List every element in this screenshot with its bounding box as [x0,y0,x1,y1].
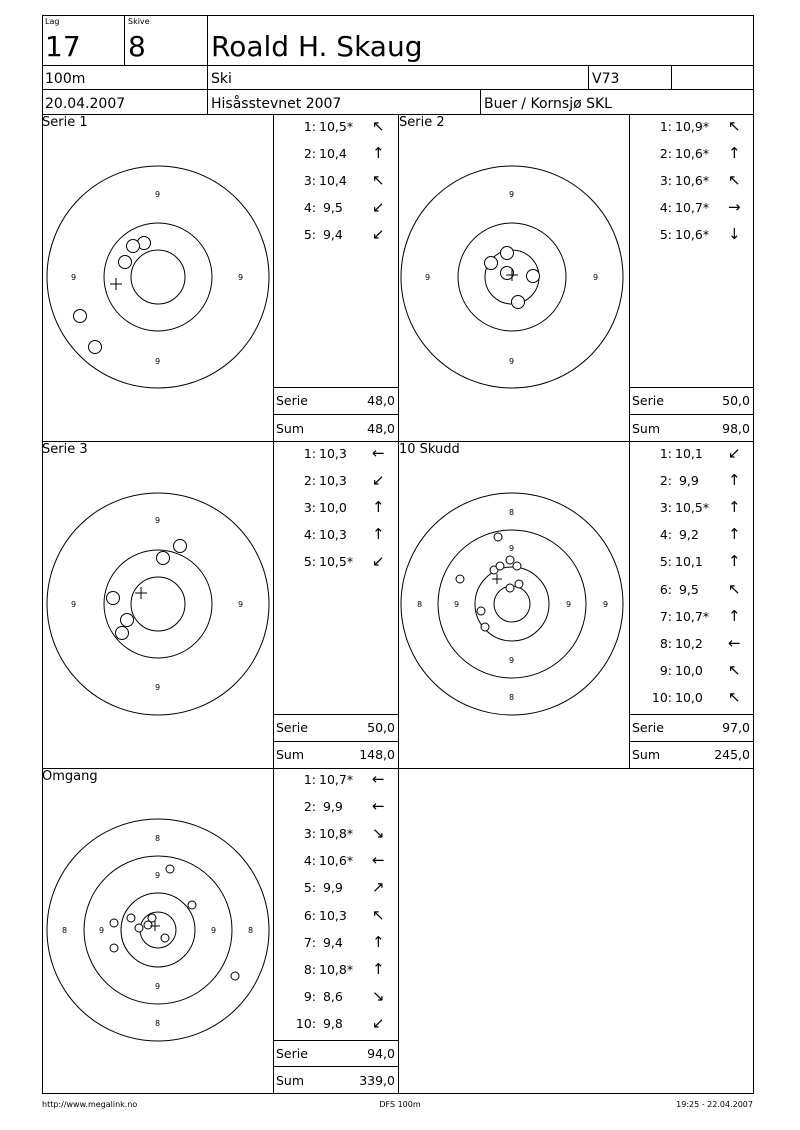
serie-label: Serie [632,393,664,408]
shot-row [274,797,398,816]
shot-direction-icon: → [728,198,741,217]
shot-row [274,905,398,925]
shot-number: 3: [303,173,316,189]
shot-score: 9,9 [319,799,343,815]
shot-direction-icon: ↖ [728,660,741,679]
shot-score: 9,8 [319,1015,343,1031]
shot-row [274,878,398,897]
shot-number: 4: [303,200,316,216]
shot-score: 10,6* [675,227,710,243]
shot-number: 7: [303,934,316,950]
shot-score: 10,4 [319,146,347,162]
lag-label: Lag [45,17,60,26]
skive-label: Skive [128,17,150,26]
shot-direction-icon: ↖ [372,117,385,135]
shot-number: 6: [303,907,316,923]
shot-direction-icon: ↑ [728,525,741,544]
shot-score: 9,9 [675,473,699,489]
shot-number: 1: [659,446,672,461]
ring-label: 9 [155,357,161,366]
panel-title: Serie 3 [42,442,88,457]
serie-total: 50,0 [722,393,750,408]
shot-score: 10,6* [319,853,354,869]
shot-number: 2: [303,799,316,815]
shot-number: 4: [659,527,672,543]
shot-number: 1: [303,772,316,787]
sum-total: 245,0 [714,747,750,762]
shot-number: 4: [659,200,672,216]
shot-row [274,851,398,870]
shot-score: 9,2 [675,527,699,543]
shot-row [274,770,398,789]
shot-direction-icon: ↑ [372,144,385,163]
footer-url[interactable]: http://www.megalink.no [42,1100,138,1109]
shot-score: 10,5* [675,500,710,516]
footer-timestamp: 19:25 - 22.04.2007 [676,1100,753,1109]
sum-total: 148,0 [359,747,395,762]
shot-score: 10,3 [319,473,347,489]
ring-label: 9 [238,600,244,609]
class: Ski [211,71,232,87]
shot-direction-icon: ↙ [372,225,385,244]
target-ring [121,893,195,967]
shot-score: 10,1 [675,446,703,461]
shot-direction-icon: ← [728,633,741,652]
shot-direction-icon: ↙ [372,1013,385,1032]
shot-score: 10,8* [319,826,354,842]
ring-label: 9 [566,600,572,609]
shot-direction-icon: ↗ [372,878,385,897]
shot-score: 10,7* [675,608,710,624]
ring-label: 8 [417,600,423,609]
shot-direction-icon: ↑ [728,471,741,490]
serie-label: Serie [276,1046,308,1061]
ring-label: 8 [248,926,254,935]
sum-label: Sum [276,421,305,436]
shot-score: 10,6* [675,146,710,162]
ring-label: 8 [62,926,68,935]
shot-number: 1: [303,446,316,461]
shot-number: 1: [659,119,672,134]
panel-title: Omgang [42,769,98,784]
shot-direction-icon: ← [372,797,385,816]
shot-direction-icon: ↑ [728,552,741,571]
shot-direction-icon: ↖ [728,117,741,135]
shot-number: 5: [303,227,316,243]
serie-total: 50,0 [367,720,395,735]
sum-label: Sum [276,747,305,762]
ring-label: 9 [71,600,77,609]
shot-direction-icon: ↑ [728,144,741,163]
shot-direction-icon: ↑ [372,525,385,544]
shot-number: 10: [651,689,672,705]
ring-label: 9 [454,600,460,609]
shot-hole [166,865,174,873]
shot-score: 10,6* [675,173,710,189]
shot-number: 3: [659,173,672,189]
shot-number: 5: [303,554,316,570]
shot-score: 10,8* [319,961,354,977]
ring-label: 8 [155,834,161,843]
shot-row [274,959,398,979]
shot-direction-icon: ↑ [372,498,385,517]
ring-label: 9 [509,656,515,665]
shot-number: 9: [303,988,316,1004]
ring-label: 9 [155,982,161,991]
shot-score: 10,5* [319,119,354,134]
shooter-name: Roald H. Skaug [211,30,423,63]
shot-hole [144,921,152,929]
shot-direction-icon: ↖ [728,579,741,598]
target-ring [47,819,269,1041]
shot-number: 5: [659,554,672,570]
shot-row [274,1013,398,1033]
shot-number: 8: [659,635,672,651]
shot-direction-icon: ↑ [728,498,741,517]
shot-score: 10,4 [319,173,347,189]
ring-label: 9 [593,273,599,282]
ring-label: 9 [603,600,609,609]
skive-value: 8 [128,30,146,63]
shot-direction-icon: ↘ [372,986,385,1005]
shot-direction-icon: ↑ [728,606,741,625]
sum-label: Sum [632,421,661,436]
shot-number: 5: [303,880,316,896]
sum-total: 98,0 [722,421,750,436]
ring-label: 9 [71,273,77,282]
shot-score: 10,9* [675,119,710,134]
shot-score: 10,7* [675,200,710,216]
shot-direction-icon: ← [372,851,385,870]
shot-number: 2: [659,473,672,489]
shot-direction-icon: ↖ [372,171,385,190]
serie-label: Serie [632,720,664,735]
shot-score: 10,0 [675,662,703,678]
ring-label: 8 [509,693,515,702]
shot-number: 4: [303,853,316,869]
ring-label: 9 [425,273,431,282]
shot-number: 10: [295,1015,316,1031]
shot-hole [135,924,143,932]
shot-number: 1: [303,119,316,134]
shot-score: 10,2 [675,635,703,651]
shot-direction-icon: ↘ [372,824,385,843]
shot-row [274,824,398,843]
panel-title: Serie 1 [42,115,88,130]
shot-direction-icon: ↑ [372,932,385,951]
sum-label: Sum [276,1073,305,1088]
panel-title: 10 Skudd [399,442,460,457]
shot-score: 8,6 [319,988,343,1004]
shot-score: 10,3 [319,446,347,461]
sum-total: 48,0 [367,421,395,436]
serie-total: 48,0 [367,393,395,408]
category: V73 [592,71,620,87]
event-name: Hisåsstevnet 2007 [211,96,342,112]
shot-hole [188,901,196,909]
panel-title: Serie 2 [399,115,445,130]
shot-number: 5: [659,227,672,243]
shot-direction-icon: ↖ [728,171,741,190]
shot-number: 2: [303,473,316,489]
shot-direction-icon: ↓ [728,225,741,244]
shot-row [274,986,398,1006]
shot-number: 8: [303,961,316,977]
serie-label: Serie [276,393,308,408]
shot-score: 9,5 [319,200,343,216]
shot-direction-icon: ↑ [372,959,385,978]
ring-label: 8 [155,1019,161,1028]
shot-direction-icon: ↙ [372,471,385,490]
shot-hole [161,934,169,942]
sum-label: Sum [632,747,661,762]
shot-number: 7: [659,608,672,624]
ring-label: 9 [509,544,515,553]
serie-total: 94,0 [367,1046,395,1061]
ring-label: 9 [155,516,161,525]
shot-hole [127,914,135,922]
shot-number: 6: [659,581,672,597]
shot-number: 3: [303,826,316,842]
shot-score: 10,3 [319,527,347,543]
shot-direction-icon: ↙ [372,552,385,571]
shot-number: 2: [659,146,672,162]
shot-hole [110,944,118,952]
ring-label: 9 [238,273,244,282]
shot-score: 9,9 [319,880,343,896]
shot-score: 10,1 [675,554,703,570]
sum-total: 339,0 [359,1073,395,1088]
shot-number: 3: [659,500,672,516]
shot-direction-icon: ← [372,444,385,462]
distance: 100m [45,71,86,87]
shot-score: 10,7* [319,772,354,787]
shot-score: 10,0 [319,500,347,516]
date: 20.04.2007 [45,96,126,112]
shot-direction-icon: ↖ [372,905,385,924]
ring-label: 9 [211,926,217,935]
club-name: Buer / Kornsjø SKL [484,96,612,112]
ring-label: 9 [155,871,161,880]
target-ring [140,912,176,948]
shot-number: 2: [303,146,316,162]
shot-score: 10,3 [319,907,347,923]
shot-score: 9,4 [319,227,343,243]
ring-label: 9 [509,357,515,366]
shot-number: 3: [303,500,316,516]
ring-label: 9 [155,683,161,692]
shot-direction-icon: ← [372,770,385,788]
shot-hole [110,919,118,927]
serie-total: 97,0 [722,720,750,735]
lag-value: 17 [45,30,81,63]
shot-number: 9: [659,662,672,678]
shot-score: 10,5* [319,554,354,570]
shot-score: 9,5 [675,581,699,597]
shot-score: 10,0 [675,689,703,705]
shot-direction-icon: ↙ [728,444,741,462]
ring-label: 9 [155,190,161,199]
shot-score: 9,4 [319,934,343,950]
serie-label: Serie [276,720,308,735]
ring-label: 9 [99,926,105,935]
shot-hole [231,972,239,980]
shot-number: 4: [303,527,316,543]
footer-program: DFS 100m [379,1100,421,1109]
shot-direction-icon: ↖ [728,687,741,706]
ring-label: 9 [509,190,515,199]
ring-label: 8 [509,508,515,517]
shot-row [274,932,398,952]
shot-direction-icon: ↙ [372,198,385,217]
